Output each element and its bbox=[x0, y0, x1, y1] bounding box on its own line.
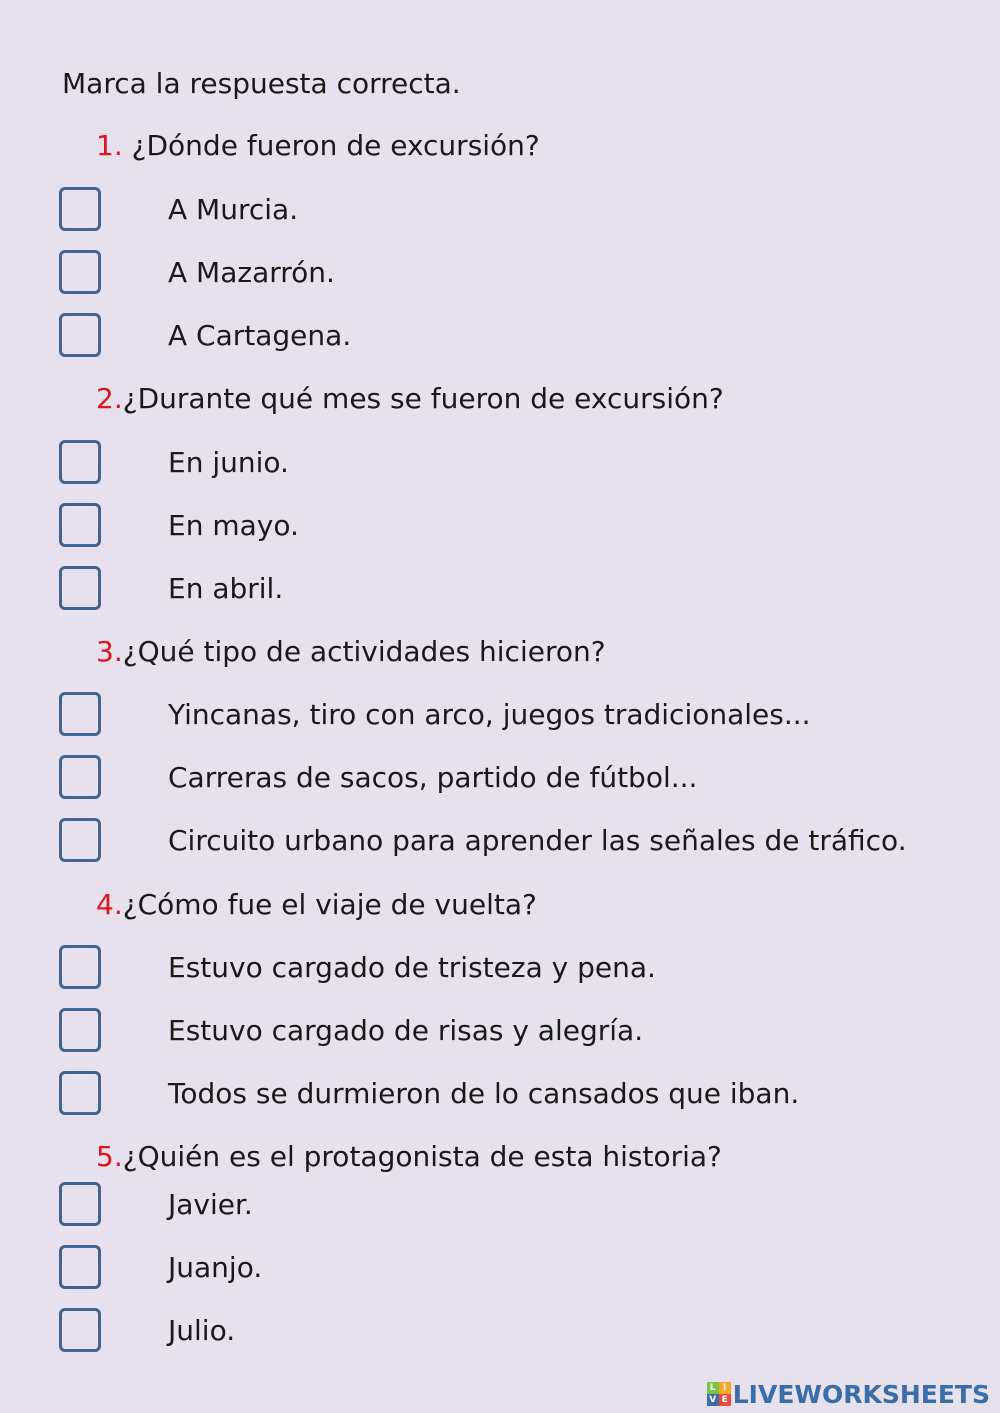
option-label: Estuvo cargado de risas y alegría. bbox=[168, 1014, 644, 1047]
answer-checkbox-1a[interactable] bbox=[59, 187, 101, 231]
answer-checkbox-5c[interactable] bbox=[59, 1308, 101, 1352]
option-label: Todos se durmieron de lo cansados que iban. bbox=[168, 1077, 800, 1110]
question-3 bbox=[96, 632, 606, 672]
answer-checkbox-1b[interactable] bbox=[59, 250, 101, 294]
logo-letter: E bbox=[719, 1394, 731, 1406]
answer-checkbox-5a[interactable] bbox=[59, 1182, 101, 1226]
logo-letter: L bbox=[707, 1382, 719, 1394]
answer-checkbox-4c[interactable] bbox=[59, 1071, 101, 1115]
liveworksheets-watermark bbox=[707, 1379, 990, 1409]
option-label: En abril. bbox=[168, 572, 284, 605]
answer-checkbox-3b[interactable] bbox=[59, 755, 101, 799]
option-label: Carreras de sacos, partido de fútbol... bbox=[168, 761, 698, 794]
question-number: 2. bbox=[96, 382, 123, 415]
question-number: 3. bbox=[96, 635, 123, 668]
answer-checkbox-4a[interactable] bbox=[59, 945, 101, 989]
answer-checkbox-2a[interactable] bbox=[59, 440, 101, 484]
option-label: En mayo. bbox=[168, 509, 299, 542]
watermark-text: LIVEWORKSHEETS bbox=[732, 1379, 990, 1409]
answer-checkbox-4b[interactable] bbox=[59, 1008, 101, 1052]
answer-checkbox-5b[interactable] bbox=[59, 1245, 101, 1289]
option-label: A Mazarrón. bbox=[168, 256, 335, 289]
question-1 bbox=[96, 126, 540, 166]
answer-checkbox-2c[interactable] bbox=[59, 566, 101, 610]
question-text: ¿Dónde fueron de excursión? bbox=[122, 129, 540, 162]
question-2 bbox=[96, 379, 724, 419]
instruction-text: Marca la respuesta correcta. bbox=[62, 67, 461, 100]
answer-checkbox-1c[interactable] bbox=[59, 313, 101, 357]
option-label: A Murcia. bbox=[168, 193, 299, 226]
logo-letter: I bbox=[719, 1382, 731, 1394]
answer-checkbox-3a[interactable] bbox=[59, 692, 101, 736]
option-label: En junio. bbox=[168, 446, 289, 479]
question-4 bbox=[96, 885, 537, 925]
option-label: Circuito urbano para aprender las señales de tráfico. bbox=[168, 824, 907, 857]
question-number: 1. bbox=[96, 129, 123, 162]
question-number: 4. bbox=[96, 888, 123, 921]
option-label: Estuvo cargado de tristeza y pena. bbox=[168, 951, 656, 984]
answer-checkbox-3c[interactable] bbox=[59, 818, 101, 862]
logo-letter: V bbox=[707, 1394, 719, 1406]
option-label: Juanjo. bbox=[168, 1251, 263, 1284]
question-text: ¿Quién es el protagonista de esta historia? bbox=[122, 1140, 722, 1173]
option-label: Javier. bbox=[168, 1188, 253, 1221]
question-text: ¿Durante qué mes se fueron de excursión? bbox=[122, 382, 724, 415]
answer-checkbox-2b[interactable] bbox=[59, 503, 101, 547]
question-text: ¿Qué tipo de actividades hicieron? bbox=[122, 635, 606, 668]
question-5 bbox=[96, 1137, 722, 1177]
question-text: ¿Cómo fue el viaje de vuelta? bbox=[122, 888, 537, 921]
option-label: Julio. bbox=[168, 1314, 236, 1347]
liveworksheets-logo-icon bbox=[707, 1382, 731, 1406]
option-label: Yincanas, tiro con arco, juegos tradicionales... bbox=[168, 698, 811, 731]
option-label: A Cartagena. bbox=[168, 319, 352, 352]
question-number: 5. bbox=[96, 1140, 123, 1173]
